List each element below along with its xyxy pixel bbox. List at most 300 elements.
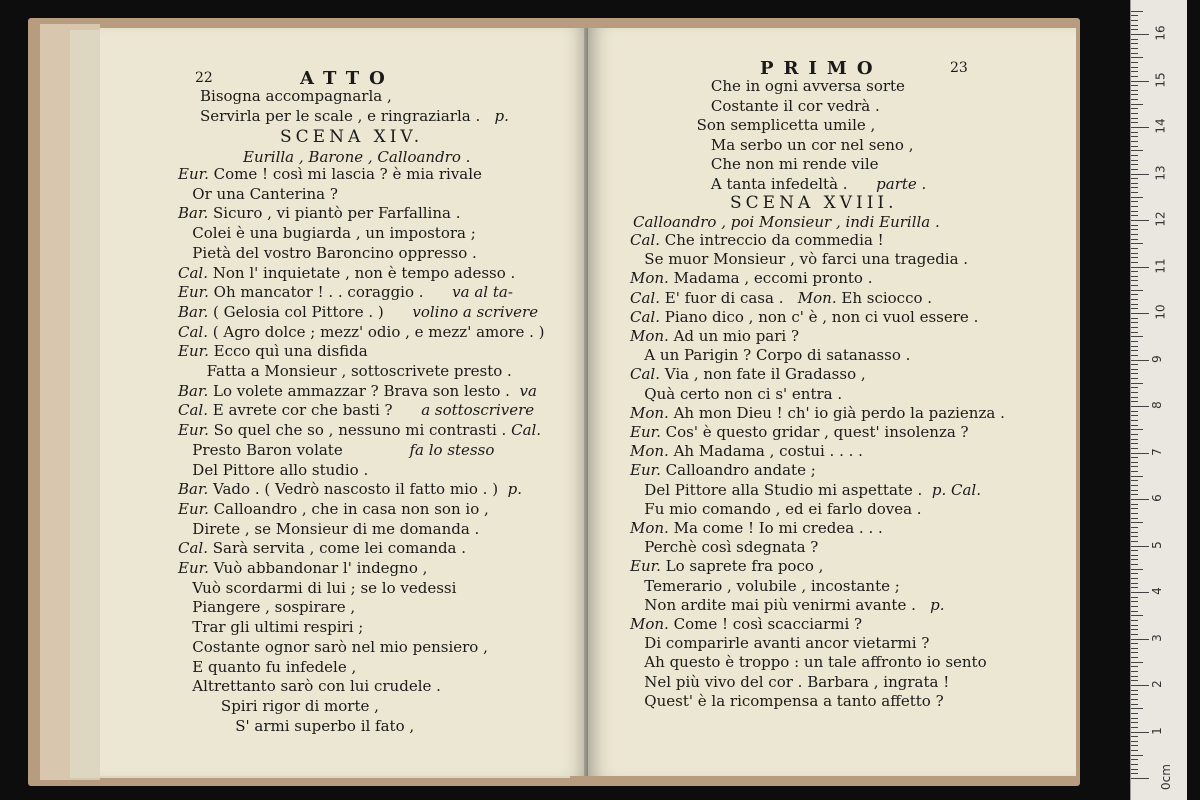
ruler-label: 0cm: [1158, 764, 1173, 790]
ruler-label: 15: [1153, 71, 1168, 88]
left-page: [100, 28, 588, 776]
verse-text: Fu mio comando , ed ei farlo dovea .: [630, 499, 922, 518]
text-line: [668, 135, 914, 155]
left-scene-cast: Eurilla , Barone , Calloandro .: [243, 148, 471, 166]
ruler-tick: [1131, 355, 1138, 356]
text-line: [178, 302, 538, 322]
ruler-tick: [1131, 197, 1143, 198]
verse-text: Cos' è questo gridar , quest' insolenza ?: [665, 423, 969, 441]
ruler-tick: [1131, 104, 1143, 105]
ruler-tick: [1131, 81, 1149, 82]
ruler-tick: [1131, 485, 1138, 486]
speaker-label: Eur.: [630, 557, 666, 576]
verse-text: S' armi superbo il fato ,: [178, 716, 415, 735]
verse-text: Vuò scordarmi di lui ; se lo vedessi: [178, 578, 457, 597]
ruler-tick: [1131, 285, 1138, 286]
text-line: [178, 263, 515, 283]
ruler-tick: [1131, 160, 1138, 161]
ruler-tick: [1131, 457, 1138, 458]
ruler-tick: [1131, 583, 1138, 584]
stage-direction: va: [519, 381, 537, 400]
ruler-tick: [1131, 411, 1138, 412]
ruler-tick: [1131, 546, 1149, 547]
ruler-tick: [1131, 29, 1138, 30]
speaker-label: Cal.: [178, 263, 213, 282]
verse-text: Madama , eccomi pronto .: [673, 269, 873, 288]
stage-direction: volino a scrivere: [412, 302, 539, 321]
ruler-tick: [1131, 57, 1143, 58]
text-line: [630, 614, 862, 634]
ruler-tick: [1131, 648, 1138, 649]
verse-text: Come ! così scacciarmi ?: [673, 615, 863, 633]
speaker-label: Eur.: [630, 461, 666, 480]
text-line: [630, 230, 884, 250]
ruler-tick: [1131, 601, 1138, 602]
speaker-label: Mon.: [630, 519, 674, 537]
text-line: [178, 243, 477, 263]
ruler-tick: [1131, 541, 1138, 542]
ruler-label: 11: [1153, 257, 1168, 274]
verse-text: Non ardite mai più venirmi avante .: [630, 595, 931, 614]
ruler-tick: [1131, 373, 1138, 374]
verse-text: So quel che so , nessuno mi contrasti .: [213, 421, 512, 440]
ruler-tick: [1131, 225, 1138, 226]
ruler-tick: [1131, 620, 1138, 621]
ruler-tick: [1131, 20, 1138, 21]
text-line: [630, 556, 823, 576]
ruler-tick: [1131, 773, 1138, 774]
ruler-tick: [1131, 680, 1138, 681]
verse-text: Temerario , volubile , incostante ;: [630, 576, 900, 595]
ruler-tick: [1131, 420, 1138, 421]
speaker-label: Cal.: [178, 401, 213, 420]
ruler-tick: [1131, 99, 1138, 100]
verse-text: Calloandro , che in casa non son io ,: [213, 499, 489, 518]
ruler-tick: [1131, 518, 1138, 519]
ruler-tick: [1131, 360, 1149, 361]
ruler-tick: [1131, 299, 1138, 300]
ruler-tick: [1131, 722, 1138, 723]
text-line: [668, 154, 879, 174]
ruler-tick: [1131, 639, 1149, 640]
ruler-tick: [1131, 764, 1138, 765]
ruler-label: 8: [1149, 401, 1164, 409]
ruler-tick: [1131, 611, 1138, 612]
ruler-label: 13: [1153, 164, 1168, 181]
ruler-tick: [1131, 439, 1138, 440]
verse-text: E' fuor di casa .: [664, 288, 798, 307]
ruler-tick: [1131, 606, 1138, 607]
ruler-tick: [1131, 127, 1149, 128]
verse-text: Del Pittore alla Studio mi aspettate .: [630, 480, 932, 499]
speaker-label: Mon.: [630, 327, 674, 345]
ruler-tick: [1131, 62, 1138, 63]
ruler-tick: [1131, 192, 1138, 193]
ruler-tick: [1131, 750, 1138, 751]
ruler-tick: [1131, 504, 1138, 505]
speaker-label: Eur.: [178, 499, 214, 518]
text-line: [630, 384, 842, 404]
ruler-tick: [1131, 48, 1138, 49]
verse-text: Del Pittore allo studio .: [178, 460, 369, 479]
ruler-tick: [1131, 215, 1138, 216]
right-page: [588, 28, 1076, 776]
ruler-tick: [1131, 629, 1138, 630]
ruler-tick: [1131, 136, 1138, 137]
ruler-tick: [1131, 294, 1138, 295]
ruler-tick: [1131, 332, 1138, 333]
ruler-tick: [1131, 43, 1138, 44]
text-line: [178, 519, 479, 539]
ruler-tick: [1131, 564, 1138, 565]
ruler-tick: [1131, 741, 1138, 742]
ruler-tick: [1131, 401, 1138, 402]
ruler-tick: [1131, 141, 1138, 142]
ruler-tick: [1131, 267, 1149, 268]
verse-text: Costante il cor vedrà .: [668, 96, 880, 115]
stage-direction: fa lo stesso: [409, 440, 495, 459]
ruler-tick: [1131, 578, 1138, 579]
ruler-tick: [1131, 397, 1138, 398]
ruler-tick: [1131, 211, 1138, 212]
ruler-tick: [1131, 453, 1149, 454]
text-line: [178, 499, 489, 519]
ruler-tick: [1131, 132, 1138, 133]
ruler-tick: [1131, 229, 1138, 230]
ruler-tick: [1131, 522, 1143, 523]
verse-text: Son semplicetta umile ,: [668, 116, 876, 134]
ruler-tick: [1131, 666, 1138, 667]
ruler-tick: [1131, 429, 1143, 430]
ruler-tick: [1131, 178, 1138, 179]
ruler-tick: [1131, 597, 1138, 598]
ruler-label: 4: [1149, 587, 1164, 595]
verse-text: Piangere , sospirare ,: [178, 598, 356, 617]
ruler-tick: [1131, 699, 1138, 700]
stage-direction: p.: [494, 107, 509, 125]
text-line: [668, 76, 905, 96]
text-line: [630, 480, 981, 500]
verse-text: ( Agro dolce ; mezz' odio , e mezz' amore . ): [212, 322, 545, 341]
text-line: [630, 345, 910, 365]
ruler-tick: [1131, 466, 1138, 467]
ruler-tick: [1131, 308, 1138, 309]
ruler-tick: [1131, 499, 1149, 500]
measuring-ruler: [1130, 0, 1187, 800]
ruler-tick: [1131, 694, 1138, 695]
ruler-tick: [1131, 471, 1138, 472]
speaker-label: Cal.: [630, 365, 665, 384]
text-line: [630, 307, 978, 327]
right-page-number: 23: [950, 60, 968, 76]
verse-text: Vuò abbandonar l' indegno ,: [213, 559, 428, 577]
ruler-label: 14: [1153, 118, 1168, 134]
text-line: [630, 672, 949, 692]
text-line: [178, 558, 427, 578]
verse-text: Nel più vivo del cor . Barbara , ingrata !: [630, 672, 950, 691]
verse-text: Oh mancator ! . . coraggio .: [213, 283, 453, 302]
ruler-tick: [1131, 169, 1138, 170]
ruler-label: 16: [1153, 25, 1168, 41]
ruler-label: 9: [1149, 354, 1164, 363]
text-line: [178, 578, 456, 598]
ruler-tick: [1131, 732, 1149, 733]
speaker-label: Bar.: [178, 381, 214, 400]
verse-text: Direte , se Monsieur di me domanda .: [178, 519, 480, 538]
ruler-tick: [1131, 341, 1138, 342]
text-line: [178, 460, 368, 480]
text-line: [178, 617, 363, 637]
ruler-tick: [1131, 67, 1138, 68]
stage-direction: parte .: [876, 174, 927, 193]
ruler-tick: [1131, 476, 1143, 477]
ruler-tick: [1131, 587, 1138, 588]
ruler-label: 1: [1149, 726, 1164, 735]
text-line: [630, 595, 945, 615]
text-line: [178, 440, 494, 460]
left-running-header: ATTO: [300, 68, 395, 89]
ruler-tick: [1131, 34, 1149, 35]
ruler-tick: [1131, 350, 1138, 351]
ruler-tick: [1131, 183, 1138, 184]
ruler-tick: [1131, 234, 1138, 235]
speaker-label: Mon.: [630, 403, 674, 422]
verse-text: Sicuro , vi piantò per Farfallina .: [213, 204, 461, 223]
ruler-tick: [1131, 643, 1138, 644]
ruler-tick: [1131, 248, 1138, 249]
verse-text: A tanta infedeltà .: [668, 174, 877, 193]
ruler-label: 6: [1149, 494, 1164, 502]
speaker-label: Cal.: [511, 421, 542, 440]
ruler-tick: [1131, 490, 1138, 491]
ruler-tick: [1131, 322, 1138, 323]
stage-direction: p.: [930, 595, 945, 614]
left-scene-title: SCENA XIV.: [280, 127, 424, 147]
ruler-label: 2: [1149, 680, 1164, 688]
text-line: [630, 537, 818, 557]
ruler-tick: [1131, 690, 1138, 691]
verse-text: Calloandro andate ;: [665, 461, 816, 480]
verse-text: Lo saprete fra poco ,: [665, 557, 824, 576]
ruler-tick: [1131, 15, 1138, 16]
ruler-tick: [1131, 257, 1138, 258]
speaker-label: Eur.: [178, 421, 214, 440]
ruler-label: 12: [1153, 211, 1168, 227]
ruler-tick: [1131, 592, 1149, 593]
ruler-tick: [1131, 336, 1143, 337]
verse-text: Piano dico , non c' è , non ci vuol essere .: [664, 307, 979, 326]
ruler-tick: [1131, 671, 1138, 672]
ruler-tick: [1131, 685, 1149, 686]
stage-direction: va al ta-: [452, 283, 513, 302]
verse-text: Fatta a Monsieur , sottoscrivete presto .: [178, 362, 512, 380]
ruler-tick: [1131, 434, 1138, 435]
ruler-tick: [1131, 276, 1138, 277]
ruler-tick: [1131, 346, 1138, 347]
text-line: [178, 597, 355, 617]
ruler-tick: [1131, 532, 1138, 533]
ruler-tick: [1131, 327, 1138, 328]
text-line: [178, 657, 356, 677]
ruler-tick: [1131, 201, 1138, 202]
ruler-tick: [1131, 383, 1143, 384]
ruler-tick: [1131, 76, 1138, 77]
ruler-tick: [1131, 513, 1138, 514]
ruler-tick: [1131, 118, 1138, 119]
ruler-tick: [1131, 704, 1138, 705]
ruler-tick: [1131, 53, 1138, 54]
text-line: [178, 223, 476, 243]
verse-text: Ad un mio pari ?: [673, 327, 800, 345]
verse-text: Che non mi rende vile: [668, 155, 879, 173]
speaker-label: Cal.: [178, 322, 213, 341]
verse-text: Ma come ! Io mi credea . . .: [673, 519, 883, 537]
text-line: [178, 282, 513, 302]
ruler-tick: [1131, 364, 1138, 365]
verse-text: Perchè così sdegnata ?: [630, 538, 819, 557]
ruler-tick: [1131, 573, 1138, 574]
ruler-tick: [1131, 25, 1138, 26]
verse-text: Ah mon Dieu ! ch' io già perdo la pazienza .: [673, 403, 1005, 422]
ruler-tick: [1131, 122, 1138, 123]
ruler-label: 5: [1149, 540, 1164, 549]
speaker-label: Eur.: [178, 283, 214, 302]
right-scene-title: SCENA XVIII.: [730, 193, 898, 213]
verse-text: Spiri rigor di morte ,: [178, 696, 379, 715]
text-line: [178, 716, 414, 736]
text-line: [630, 576, 900, 596]
ruler-tick: [1131, 108, 1138, 109]
text-line: [178, 420, 541, 440]
text-line: [178, 400, 534, 420]
ruler-tick: [1131, 94, 1138, 95]
ruler-tick: [1131, 280, 1138, 281]
text-line: [630, 268, 872, 288]
stage-direction: p. Cal.: [931, 480, 981, 499]
verse-text: Pietà del vostro Baroncino oppresso .: [178, 243, 477, 262]
text-line: [178, 381, 537, 401]
text-line: [178, 184, 338, 204]
ruler-tick: [1131, 39, 1138, 40]
verse-text: E quanto fu infedele ,: [178, 657, 357, 676]
ruler-tick: [1131, 71, 1138, 72]
text-line: [178, 203, 461, 223]
verse-text: Servirla per le scale , e ringraziarla .: [200, 107, 495, 125]
text-line: [200, 106, 509, 126]
right-running-header: PRIMO: [760, 58, 883, 79]
text-line: [668, 174, 926, 194]
text-line: [630, 652, 987, 672]
ruler-tick: [1131, 155, 1138, 156]
ruler-tick: [1131, 290, 1143, 291]
text-line: [630, 288, 932, 308]
text-line: [178, 164, 482, 184]
text-line: [630, 326, 799, 346]
verse-text: A un Parigin ? Corpo di satanasso .: [630, 346, 911, 365]
ruler-label: 10: [1153, 304, 1168, 320]
verse-text: Via , non fate il Gradasso ,: [664, 365, 866, 384]
verse-text: Che in ogni avversa sorte: [668, 77, 905, 95]
speaker-label: Bar.: [178, 480, 214, 499]
ruler-tick: [1131, 713, 1138, 714]
ruler-tick: [1131, 206, 1138, 207]
right-scene-cast: Calloandro , poi Monsieur , indi Eurilla .: [633, 213, 940, 231]
ruler-tick: [1131, 304, 1138, 305]
speaker-label: Cal.: [630, 307, 665, 326]
verse-text: Costante ognor sarò nel mio pensiero ,: [178, 637, 488, 656]
verse-text: Di comparirle avanti ancor vietarmi ?: [630, 634, 930, 653]
ruler-tick: [1131, 313, 1149, 314]
verse-text: Bisogna accompagnarla ,: [200, 87, 392, 105]
verse-text: Come ! così mi lascia ? è mia rivale: [213, 165, 482, 183]
verse-text: Lo volete ammazzar ? Brava son lesto .: [213, 381, 520, 400]
ruler-tick: [1131, 569, 1143, 570]
verse-text: Quest' è la ricompensa a tanto affetto ?: [630, 691, 944, 710]
verse-text: Ah Madama , costui . . . .: [673, 442, 863, 461]
ruler-tick: [1131, 187, 1138, 188]
verse-text: Vado . ( Vedrò nascosto il fatto mio . ): [213, 480, 508, 499]
ruler-tick: [1131, 462, 1138, 463]
text-line: [630, 691, 944, 711]
ruler-tick: [1131, 625, 1138, 626]
verse-text: Altrettanto sarò con lui crudele .: [178, 677, 441, 696]
text-line: [630, 460, 816, 480]
text-line: [178, 361, 512, 381]
ruler-tick: [1131, 369, 1138, 370]
ruler-tick: [1131, 387, 1138, 388]
ruler-tick: [1131, 615, 1143, 616]
ruler-tick: [1131, 443, 1138, 444]
speaker-label: Cal.: [178, 539, 213, 558]
ruler-tick: [1131, 662, 1143, 663]
ruler-tick: [1131, 755, 1143, 756]
ruler-tick: [1131, 146, 1138, 147]
text-line: [630, 633, 929, 653]
verse-text: E avrete cor che basti ?: [212, 401, 422, 420]
verse-text: Trar gli ultimi respiri ;: [178, 618, 364, 637]
ruler-tick: [1131, 220, 1149, 221]
ruler-label: 3: [1149, 633, 1164, 642]
stage-direction: a sottoscrivere: [421, 401, 535, 420]
ruler-tick: [1131, 652, 1138, 653]
ruler-tick: [1131, 378, 1138, 379]
verse-text: Presto Baron volate: [178, 440, 410, 459]
speaker-label: Eur.: [178, 342, 214, 361]
verse-text: Se muor Monsieur , vò farci una tragedia .: [630, 250, 969, 269]
verse-text: Or una Canterina ?: [178, 184, 338, 203]
text-line: [178, 322, 545, 342]
ruler-tick: [1131, 555, 1138, 556]
verse-text: Ah questo è troppo : un tale affronto io sento: [630, 653, 987, 672]
text-line: [178, 538, 466, 558]
ruler-tick: [1131, 164, 1138, 165]
ruler-tick: [1131, 718, 1138, 719]
text-line: [668, 115, 875, 135]
ruler-tick: [1131, 174, 1149, 175]
speaker-label: Bar.: [178, 302, 214, 321]
ruler-tick: [1131, 271, 1138, 272]
verse-text: Eh sciocco .: [841, 288, 933, 307]
ruler-tick: [1131, 448, 1138, 449]
text-line: [630, 422, 969, 442]
ruler-tick: [1131, 550, 1138, 551]
ruler-tick: [1131, 239, 1138, 240]
verse-text: Non l' inquietate , non è tempo adesso .: [212, 263, 516, 282]
left-page-number: 22: [195, 70, 213, 86]
speaker-label: Mon.: [630, 269, 674, 288]
ruler-tick: [1131, 527, 1138, 528]
ruler-tick: [1131, 11, 1143, 12]
